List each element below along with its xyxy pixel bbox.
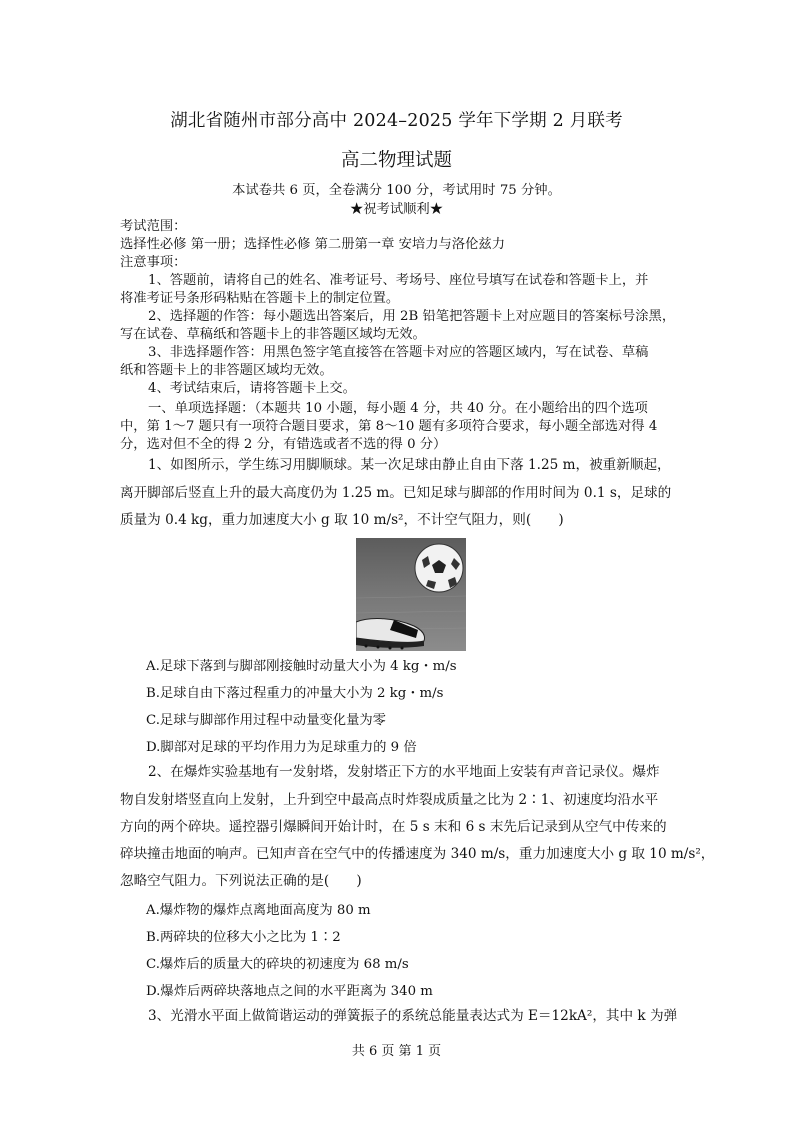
exam-info: 本试卷共 6 页，全卷满分 100 分，考试用时 75 分钟。 <box>232 183 561 198</box>
scope-content: 选择性必修 第一册；选择性必修 第二册第一章 安培力与洛伦兹力 <box>120 237 505 252</box>
exam-wish: ★祝考试顺利★ <box>349 202 444 217</box>
q1-option-a: A.足球下落到与脚部刚接触时动量大小为 4 kg・m/s <box>146 659 457 674</box>
q1-stem-line: 1、如图所示，学生练习用脚顺球。某一次足球由静止自由下落 1.25 m，被重新顺起， <box>148 457 671 473</box>
section-heading: 一、单项选择题：（本题共 10 小题，每小题 4 分，共 40 分。在小题给出的四个选项 <box>148 401 648 416</box>
section-line: 分，选对但不全的得 2 分，有错选或者不选的得 0 分） <box>120 437 447 452</box>
note-line: 将准考证号条形码粘贴在答题卡上的制定位置。 <box>120 291 400 306</box>
soccer-kick-photo <box>356 538 466 651</box>
q1-stem-line: 离开脚部后竖直上升的最大高度仍为 1.25 m。已知足球与脚部的作用时间为 0.1 s，足球的 <box>120 485 672 501</box>
q1-stem-line: 质量为 0.4 kg，重力加速度大小 g 取 10 m/s²，不计空气阻力，则( ) <box>120 512 564 528</box>
section-line: 中，第 1～7 题只有一项符合题目要求，第 8～10 题有多项符合要求，每小题全部选对得 4 <box>120 419 658 434</box>
soccer-ball-icon <box>356 538 466 651</box>
q3-stem-line: 3、光滑水平面上做简谐运动的弹簧振子的系统总能量表达式为 E＝12kA²，其中 k 为弹 <box>148 1008 678 1024</box>
q2-stem-line: 方向的两个碎块。遥控器引爆瞬间开始计时，在 5 s 末和 6 s 末先后记录到从空气中传来的 <box>120 819 667 835</box>
note-line: 写在试卷、草稿纸和答题卡上的非答题区域均无效。 <box>120 327 426 342</box>
note-line: 2、选择题的作答：每小题选出答案后，用 2B 铅笔把答题卡上对应题目的答案标号涂黑， <box>148 309 676 324</box>
q2-stem-line: 忽略空气阻力。下列说法正确的是( ) <box>120 873 362 889</box>
q2-option-a: A.爆炸物的爆炸点离地面高度为 80 m <box>146 903 371 918</box>
q2-option-b: B.两碎块的位移大小之比为 1∶2 <box>146 930 341 945</box>
q2-stem-line: 2、在爆炸实验基地有一发射塔，发射塔正下方的水平地面上安装有声音记录仪。爆炸 <box>148 764 660 780</box>
exam-subtitle: 高二物理试题 <box>340 150 452 171</box>
note-line: 3、非选择题作答：用黑色签字笔直接答在答题卡对应的答题区域内，写在试卷、草稿 <box>148 345 649 360</box>
note-line: 1、答题前，请将自己的姓名、准考证号、考场号、座位号填写在试卷和答题卡上，并 <box>148 273 649 288</box>
note-line: 纸和答题卡上的非答题区域均无效。 <box>120 363 333 378</box>
scope-label: 考试范围： <box>120 219 187 234</box>
q2-option-d: D.爆炸后两碎块落地点之间的水平距离为 340 m <box>146 984 433 999</box>
exam-title: 湖北省随州市部分高中 2024–2025 学年下学期 2 月联考 <box>170 111 623 131</box>
note-line: 4、考试结束后，请将答题卡上交。 <box>148 381 356 396</box>
page-footer: 共 6 页 第 1 页 <box>351 1044 442 1059</box>
q2-stem-line: 物自发射塔竖直向上发射，上升到空中最高点时炸裂成质量之比为 2∶1、初速度均沿水平 <box>120 792 659 808</box>
q1-option-d: D.脚部对足球的平均作用力为足球重力的 9 倍 <box>146 740 417 755</box>
q1-option-b: B.足球自由下落过程重力的冲量大小为 2 kg・m/s <box>146 686 444 701</box>
q2-option-c: C.爆炸后的质量大的碎块的初速度为 68 m/s <box>146 957 409 972</box>
q1-option-c: C.足球与脚部作用过程中动量变化量为零 <box>146 713 386 728</box>
q2-stem-line: 碎块撞击地面的响声。已知声音在空气中的传播速度为 340 m/s，重力加速度大小 g 取 10 m/s²， <box>120 846 715 862</box>
notes-label: 注意事项： <box>120 255 187 270</box>
